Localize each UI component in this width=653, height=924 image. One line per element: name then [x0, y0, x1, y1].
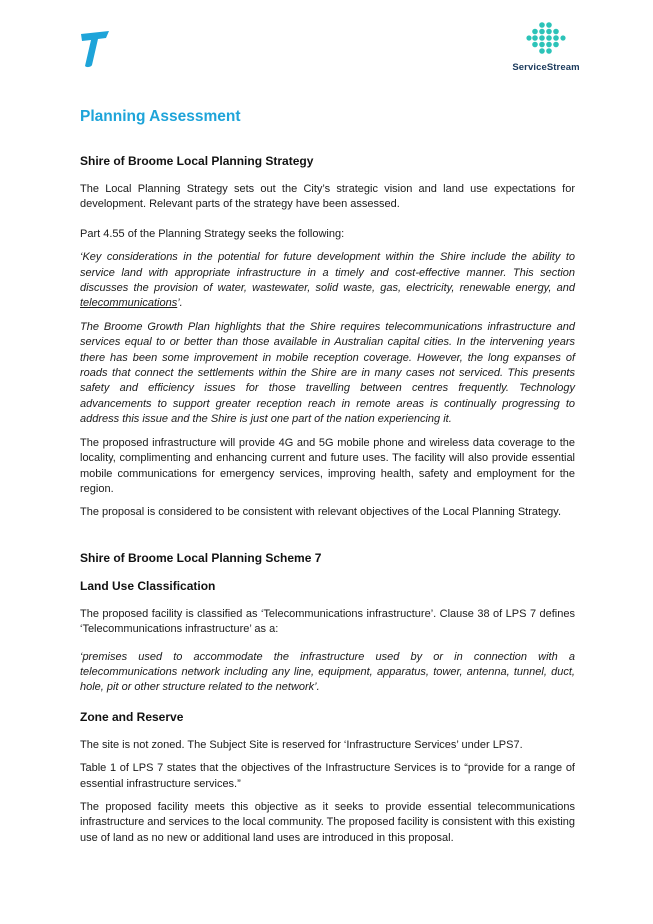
paragraph: Table 1 of LPS 7 states that the objectives of the Infrastructure Services is to “provide for a range of essential infrastructure services.” — [80, 762, 575, 790]
paragraph: The Local Planning Strategy sets out the City’s strategic vision and land use expectations for development. Relevant parts of the strategy have been assessed. — [80, 183, 575, 211]
section-heading-zone-reserve: Zone and Reserve — [80, 709, 184, 724]
section-heading-planning-scheme: Shire of Broome Local Planning Scheme 7 — [80, 550, 322, 565]
section-heading-land-use: Land Use Classification — [80, 578, 216, 593]
quote-paragraph: The Broome Growth Plan highlights that the Shire requires telecommunications infrastructure and services equal to or better than those available in Australian capital cities. In the intervening years there has been some improvement in mobile reception coverage. However, the long expanses of roads that connect the settlements within the Shire are in many cases not serviced. This presents safety and efficiency issues for those travelling between centres frequently. Technology advancements to support greater reception reach in remote areas is continually progressing to address this issue and the Shire is just one part of the nation experiencing it. — [80, 320, 575, 426]
quote-paragraph: ‘premises used to accommodate the infrastructure used by or in connection with a telecommunications network including any line, equipment, apparatus, tower, antenna, tunnel, duct, hole, pit or other structure related to the network’. — [80, 650, 575, 694]
underlined-term: telecommunications — [80, 297, 178, 310]
quote-paragraph — [80, 250, 575, 312]
paragraph: The site is not zoned. The Subject Site is reserved for ‘Infrastructure Services’ under LPS7. — [80, 738, 523, 751]
paragraph: The proposed facility is classified as ‘Telecommunications infrastructure’. Clause 38 of LPS 7 defines ‘Telecommunications infrastructure’ as a: — [80, 607, 575, 636]
quote-text: ‘Key considerations in the potential for future development within the Shire include the ability to service land with appropriate infrastructure in a timely and cost-effective manner. This section discusses the provision of water, wastewater, solid waste, gas, electricity, renewable energy, and — [80, 251, 575, 295]
paragraph: The proposed infrastructure will provide 4G and 5G mobile phone and wireless data coverage to the locality, complimenting and enhancing current and future uses. The facility will also provide essential mobile communications for emergency services, improving health, safety and employment for the region. — [80, 436, 575, 495]
document-body — [80, 108, 575, 854]
paragraph: The proposed facility meets this objective as it seeks to provide essential telecommunications infrastructure and services to the local community. The proposed facility is consistent with this existing use of land as no new or additional land uses are introduced in this proposal. — [80, 800, 575, 844]
paragraph: The proposal is considered to be consistent with relevant objectives of the Local Planning Strategy. — [80, 506, 562, 519]
section-heading-planning-strategy: Shire of Broome Local Planning Strategy — [80, 154, 314, 168]
servicestream-dots-icon — [526, 22, 566, 58]
servicestream-wordmark: ServiceStream — [512, 62, 580, 73]
quote-end: ’. — [177, 297, 183, 310]
servicestream-logo — [506, 22, 586, 73]
paragraph: Part 4.55 of the Planning Strategy seeks the following: — [80, 227, 345, 240]
telstra-logo — [78, 30, 112, 68]
page-title: Planning Assessment — [80, 108, 241, 125]
